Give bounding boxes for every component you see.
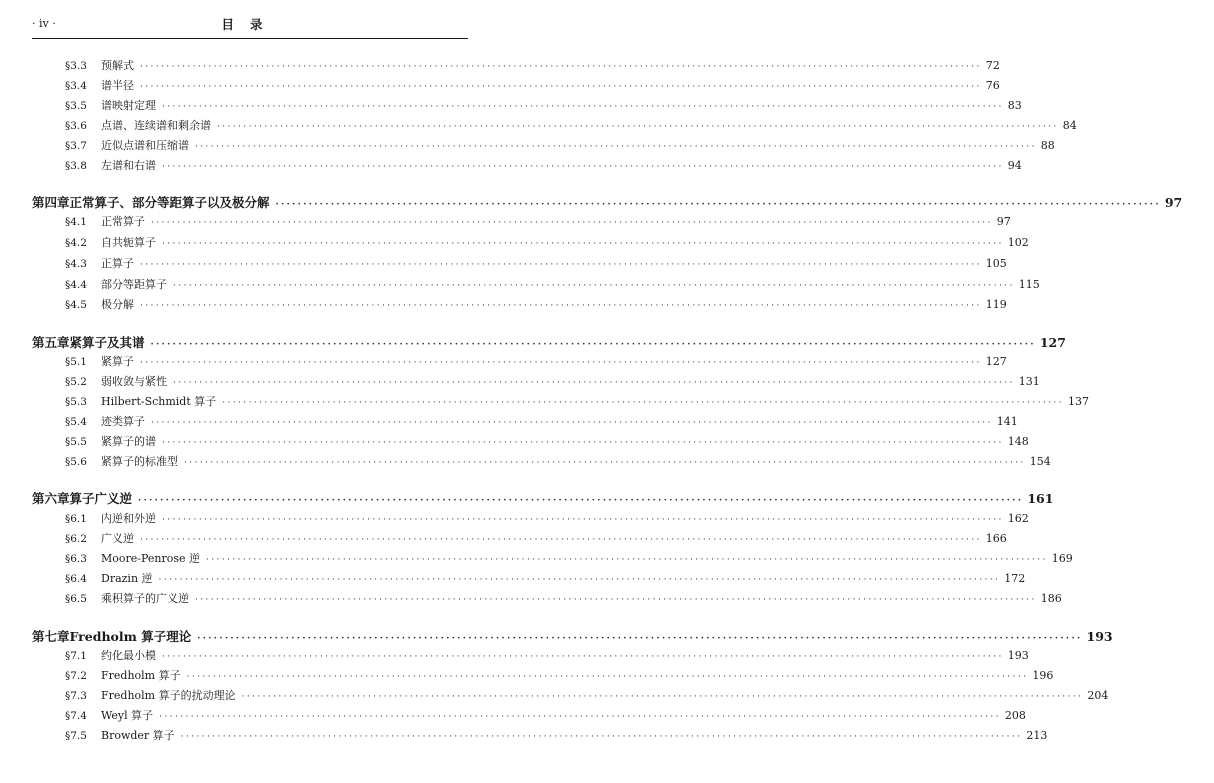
section-title: 正常算子 [101, 215, 145, 228]
dot-leader: ································································································································································ [173, 378, 1015, 388]
chapter-number: 第五章 [32, 335, 70, 350]
dot-leader: ································································································································································ [151, 418, 993, 428]
section-title: 约化最小模 [101, 649, 156, 662]
toc-section-row[interactable] [0, 99, 1022, 114]
toc-chapter-row[interactable] [0, 629, 1113, 647]
dot-leader: ································································································································································ [217, 122, 1059, 132]
page-number: 127 [1039, 335, 1066, 350]
section-title: 内逆和外逆 [101, 512, 156, 525]
dot-leader: ································································································································································ [173, 281, 1015, 291]
section-number: §5.5 [65, 436, 87, 448]
dot-leader: ································································································································································ [197, 634, 1083, 644]
page-number: 162 [1007, 512, 1029, 525]
section-title: 迹类算子 [101, 415, 145, 428]
dot-leader: ································································································································································ [195, 142, 1037, 152]
page-number: 97 [996, 215, 1011, 228]
page-number: 83 [1007, 99, 1022, 112]
page-number: 102 [1007, 236, 1029, 249]
toc-section-row[interactable] [0, 512, 1029, 527]
section-title: Drazin 逆 [101, 572, 153, 585]
toc-section-row[interactable] [0, 572, 1026, 587]
page-number: 193 [1086, 629, 1113, 644]
section-title: 正算子 [101, 257, 134, 270]
page-number: 166 [985, 532, 1007, 545]
dot-leader: ································································································································································ [140, 358, 982, 368]
dot-leader: ································································································································································ [195, 595, 1037, 605]
toc-section-row[interactable] [0, 689, 1109, 704]
page-number: 148 [1007, 435, 1029, 448]
toc-section-row[interactable] [0, 415, 1018, 430]
page-title: 目录 [221, 17, 279, 32]
page-number: 97 [1164, 195, 1183, 210]
dot-leader: ································································································································································ [222, 398, 1064, 408]
dot-leader: ································································································································································ [206, 555, 1048, 565]
toc-section-row[interactable] [0, 435, 1029, 450]
page-number: 208 [1004, 709, 1026, 722]
section-title: Moore-Penrose 逆 [101, 552, 201, 565]
page-number: 141 [996, 415, 1018, 428]
section-number: §4.1 [65, 216, 87, 228]
section-number: §5.4 [65, 416, 87, 428]
section-number: §3.5 [65, 100, 87, 112]
dot-leader: ································································································································································ [159, 712, 1001, 722]
dot-leader: ································································································································································ [162, 162, 1004, 172]
page-number: 204 [1087, 689, 1109, 702]
dot-leader: ································································································································································ [180, 732, 1023, 742]
section-number: §7.4 [65, 710, 87, 722]
toc-section-row[interactable] [0, 552, 1073, 567]
page-number: 137 [1068, 395, 1089, 408]
section-number: §4.2 [65, 237, 87, 249]
toc-section-row[interactable] [0, 257, 1007, 272]
section-number: §7.3 [65, 690, 87, 702]
section-number: §5.1 [65, 356, 87, 368]
toc-section-row[interactable] [0, 59, 1000, 74]
toc-section-row[interactable] [0, 119, 1077, 134]
section-title: Browder 算子 [101, 729, 175, 742]
page-number: 127 [985, 355, 1007, 368]
dot-leader: ································································································································································ [241, 692, 1084, 702]
page-number: 161 [1027, 491, 1054, 506]
page-number: 186 [1040, 592, 1062, 605]
section-number: §6.2 [65, 533, 87, 545]
section-number: §5.3 [65, 396, 87, 408]
page-number: 213 [1026, 729, 1048, 742]
toc-section-row[interactable] [0, 159, 1022, 174]
page-number: 131 [1018, 375, 1040, 388]
dot-leader: ································································································································································ [162, 239, 1004, 249]
toc-section-row[interactable] [0, 669, 1054, 684]
toc-chapter-row[interactable] [0, 195, 1183, 213]
toc-section-row[interactable] [0, 79, 1000, 94]
dot-leader: ································································································································································ [151, 218, 993, 228]
section-number: §5.2 [65, 376, 87, 388]
dot-leader: ································································································································································ [162, 438, 1004, 448]
page-number: 119 [985, 298, 1007, 311]
toc-section-row[interactable] [0, 709, 1026, 724]
page-number: 115 [1018, 278, 1040, 291]
dot-leader: ································································································································································ [140, 260, 982, 270]
section-number: §7.5 [65, 730, 87, 742]
section-number: §6.5 [65, 593, 87, 605]
toc-section-row[interactable] [0, 455, 1051, 470]
section-title: 紧算子 [101, 355, 134, 368]
section-title: 紧算子的标准型 [101, 455, 178, 468]
page-number: 88 [1040, 139, 1055, 152]
section-title: 谱映射定理 [101, 99, 156, 112]
toc-section-row[interactable] [0, 355, 1007, 370]
page-number: 76 [985, 79, 1000, 92]
toc-section-row[interactable] [0, 532, 1007, 547]
section-title: 乘积算子的广义逆 [101, 592, 189, 605]
section-title: Hilbert-Schmidt 算子 [101, 395, 217, 408]
section-title: 预解式 [101, 59, 134, 72]
header-rule [32, 38, 468, 39]
toc-section-row[interactable] [0, 139, 1055, 154]
section-number: §4.4 [65, 279, 87, 291]
dot-leader: ································································································································································ [275, 200, 1161, 210]
page-number-label: · iv · [32, 17, 56, 30]
section-title: 部分等距算子 [101, 278, 167, 291]
page-number: 105 [985, 257, 1007, 270]
toc-section-row[interactable] [0, 649, 1029, 664]
section-title: 广义逆 [101, 532, 134, 545]
toc-chapter-row[interactable] [0, 491, 1054, 509]
dot-leader: ································································································································································ [162, 515, 1004, 525]
toc-section-row[interactable] [0, 375, 1040, 390]
toc-section-row[interactable] [0, 395, 1089, 410]
section-title: 紧算子的谱 [101, 435, 156, 448]
toc-section-row[interactable] [0, 592, 1062, 607]
section-number: §4.3 [65, 258, 87, 270]
page-number: 169 [1051, 552, 1073, 565]
section-number: §7.2 [65, 670, 87, 682]
section-title: Fredholm 算子的扰动理论 [101, 689, 236, 702]
toc-section-row[interactable] [0, 215, 1011, 230]
section-title: 弱收敛与紧性 [101, 375, 167, 388]
dot-leader: ································································································································································ [162, 652, 1004, 662]
section-title: Fredholm 算子 [101, 669, 181, 682]
toc-chapter-row[interactable] [0, 335, 1066, 353]
section-number: §3.7 [65, 140, 87, 152]
dot-leader: ································································································································································ [140, 535, 982, 545]
dot-leader: ································································································································································ [150, 340, 1036, 350]
section-number: §3.6 [65, 120, 87, 132]
section-number: §3.8 [65, 160, 87, 172]
section-title: 谱半径 [101, 79, 134, 92]
section-title: 极分解 [101, 298, 134, 311]
dot-leader: ································································································································································ [140, 62, 982, 72]
section-title: 点谱、连续谱和剩余谱 [101, 119, 211, 132]
dot-leader: ································································································································································ [184, 458, 1026, 468]
section-number: §6.3 [65, 553, 87, 565]
dot-leader: ································································································································································ [138, 496, 1024, 506]
page-number: 172 [1004, 572, 1026, 585]
section-title: 左谱和右谱 [101, 159, 156, 172]
section-number: §3.4 [65, 80, 87, 92]
toc-section-row[interactable] [0, 278, 1040, 293]
dot-leader: ································································································································································ [140, 82, 982, 92]
page-number: 72 [985, 59, 1000, 72]
dot-leader: ································································································································································ [162, 102, 1004, 112]
section-number: §4.5 [65, 299, 87, 311]
chapter-number: 第七章 [32, 629, 70, 644]
dot-leader: ································································································································································ [140, 301, 982, 311]
section-number: §6.1 [65, 513, 87, 525]
section-number: §3.3 [65, 60, 87, 72]
section-title: 自共轭算子 [101, 236, 156, 249]
toc-section-row[interactable] [0, 236, 1029, 251]
page-number: 196 [1032, 669, 1054, 682]
section-number: §6.4 [65, 573, 87, 585]
section-number: §7.1 [65, 650, 87, 662]
section-title: 近似点谱和压缩谱 [101, 139, 189, 152]
chapter-number: 第六章 [32, 491, 70, 506]
page-number: 84 [1062, 119, 1077, 132]
dot-leader: ································································································································································ [158, 575, 1001, 585]
chapter-title: 紧算子及其谱 [69, 335, 145, 350]
page-number: 193 [1007, 649, 1029, 662]
section-number: §5.6 [65, 456, 87, 468]
chapter-title: 正常算子、部分等距算子以及极分解 [69, 195, 270, 210]
chapter-title: Fredholm 算子理论 [69, 629, 192, 644]
page-number: 94 [1007, 159, 1022, 172]
chapter-number: 第四章 [32, 195, 70, 210]
dot-leader: ································································································································································ [186, 672, 1029, 682]
chapter-title: 算子广义逆 [69, 491, 133, 506]
page-number: 154 [1029, 455, 1051, 468]
toc-section-row[interactable] [0, 298, 1007, 313]
toc-section-row[interactable] [0, 729, 1048, 744]
section-title: Weyl 算子 [101, 709, 154, 722]
